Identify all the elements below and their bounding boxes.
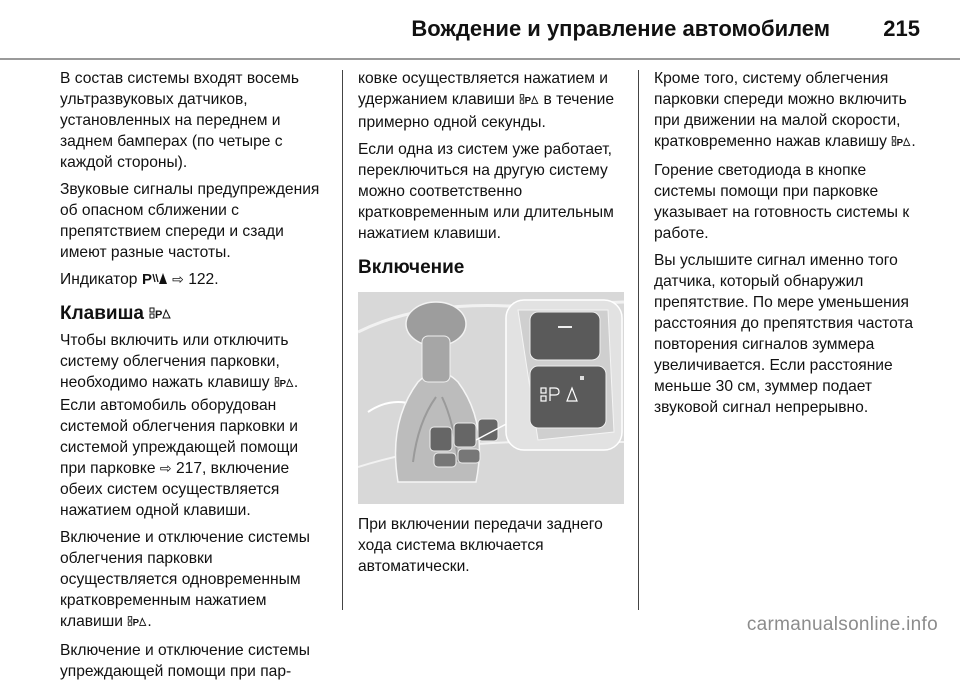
reference-arrow-icon: ⇨ xyxy=(159,460,172,476)
console-illustration-graphic xyxy=(358,292,624,504)
paragraph xyxy=(654,68,924,154)
column-2 xyxy=(358,68,626,583)
paragraph: Если одна из систем уже работает, переключиться на другую систему можно соответственно кратковременным или длительным нажатием клавиши. xyxy=(358,141,614,242)
text-run: 217, включение обеих систем осуществляется нажатием одной клавиши. xyxy=(60,460,290,519)
text-run: . xyxy=(147,613,152,630)
text-run: ковке осуществляется нажатием и удержанием клавиши xyxy=(358,70,608,108)
reference-arrow-icon: ⇨ xyxy=(172,271,184,287)
svg-text:P: P xyxy=(141,271,152,286)
column-divider-2 xyxy=(638,70,639,610)
svg-text:P: P xyxy=(279,378,286,389)
console-button-illustration xyxy=(358,292,624,504)
page-title: Вождение и управление автомобилем xyxy=(411,16,830,41)
paragraph xyxy=(60,527,328,634)
paragraph: Звуковые сигналы предупреждения об опасном сближении с препятствием спереди и сзади имеют разные частоты. xyxy=(60,181,320,261)
svg-text:P: P xyxy=(896,137,904,148)
svg-text:P: P xyxy=(524,95,532,106)
paragraph: При включении передачи заднего хода система включается автоматически. xyxy=(358,516,603,575)
text-run: 122. xyxy=(183,271,219,288)
text-run: Включение и отключение системы облегчения парковки осуществляется одновременным кратковременным нажатием клавиши xyxy=(60,529,310,630)
paragraph: В состав системы входят восемь ультразвуковых датчиков, установленных на переднем и заднем бамперах (по четыре с каждой стороны). xyxy=(60,70,299,171)
heading-text: Клавиша xyxy=(60,303,144,324)
parking-assist-key-icon xyxy=(149,304,171,328)
paragraph xyxy=(60,269,328,292)
parking-assist-key-icon xyxy=(519,91,539,112)
column-divider-1 xyxy=(342,70,343,610)
paragraph: Горение светодиода в кнопке системы помощи при парковке указывает на готовность системы к работе. xyxy=(654,162,910,242)
page-number: 215 xyxy=(883,16,920,41)
column-3 xyxy=(654,68,924,424)
svg-text:P: P xyxy=(132,617,140,628)
text-run: Кроме того, систему облегчения парковки спереди можно включить при движении на малой скорости, кратковременно нажав клавишу xyxy=(654,70,907,150)
text-run: Чтобы включить или отключить систему облегчения парковки, необходимо нажать клавишу xyxy=(60,332,289,391)
text-run: . Если автомобиль оборудован системой облегчения парковки и системой упреждающей помощи при парковке xyxy=(60,374,299,477)
header-divider xyxy=(0,58,960,60)
page-header xyxy=(0,0,960,62)
text-run: . xyxy=(911,133,916,150)
parking-indicator-icon xyxy=(142,271,168,292)
column-1 xyxy=(60,68,328,688)
svg-text:P: P xyxy=(155,309,163,321)
paragraph: Включение и отключение системы упреждающей помощи при пар- xyxy=(60,642,310,680)
parking-assist-key-icon xyxy=(274,374,294,395)
section-heading: Включение xyxy=(358,257,465,278)
paragraph xyxy=(358,68,626,133)
parking-assist-key-icon xyxy=(127,613,147,634)
paragraph xyxy=(60,330,328,521)
section-heading xyxy=(60,302,328,328)
watermark: carmanualsonline.info xyxy=(746,614,938,635)
parking-assist-key-icon xyxy=(891,133,911,154)
text-run: Индикатор xyxy=(60,271,138,288)
paragraph: Вы услышите сигнал именно того датчика, который обнаружил препятствие. По мере уменьшения расстояния до препятствия частота повторения сигналов зуммера увеличивается. Если расстояние меньше 30 см, зуммер подает звуковой сигнал непрерывно. xyxy=(654,252,914,416)
text-run: в течение примерно одной секунды. xyxy=(358,91,615,131)
